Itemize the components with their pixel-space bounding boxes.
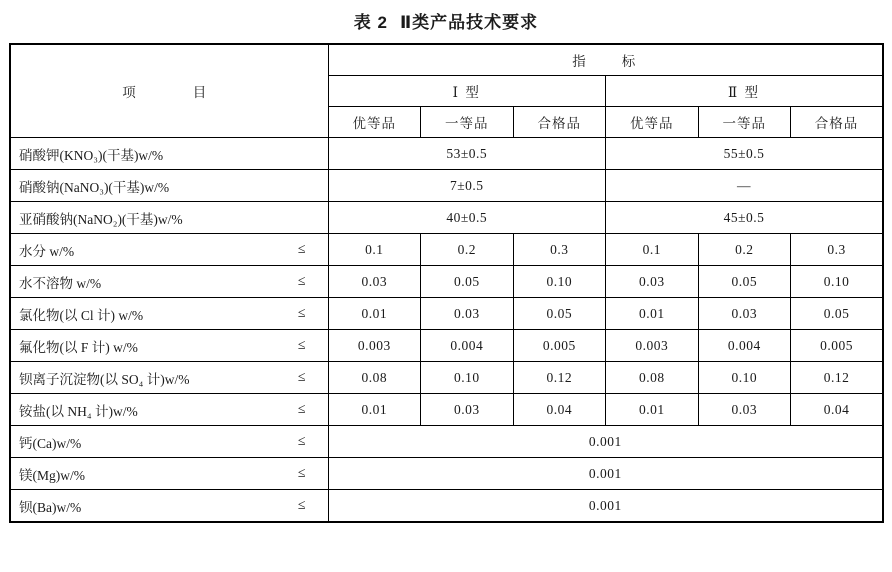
table-row	[10, 330, 883, 362]
row-value: 0.2	[421, 234, 514, 266]
item-text: 氟化物(以 F 计) w/%	[19, 339, 138, 355]
item-text: 水不溶物 w/%	[19, 275, 102, 291]
item-text: 硝酸钾(KNO₃)(干基)w/%	[19, 147, 164, 163]
table-row	[10, 266, 883, 298]
item-operator: ≤	[297, 337, 306, 353]
row-value: 0.3	[513, 234, 606, 266]
row-value: 0.001	[328, 426, 883, 458]
row-value: 40±0.5	[328, 202, 606, 234]
row-value: 0.03	[421, 298, 514, 330]
table-row	[10, 170, 883, 202]
item-text: 水分 w/%	[19, 243, 75, 259]
row-item-name	[10, 362, 328, 394]
row-item-name	[10, 234, 328, 266]
row-item-name	[10, 426, 328, 458]
item-text: 钡(Ba)w/%	[19, 499, 82, 515]
item-operator: ≤	[297, 497, 306, 513]
row-value: 0.1	[328, 234, 421, 266]
row-item-name	[10, 298, 328, 330]
row-item-name	[10, 394, 328, 426]
table-row	[10, 202, 883, 234]
row-item-name	[10, 458, 328, 490]
row-item-name	[10, 202, 328, 234]
table-caption	[0, 0, 892, 43]
table-row	[10, 298, 883, 330]
item-text: 亚硝酸钠(NaNO₂)(干基)w/%	[19, 211, 183, 227]
row-value: 0.03	[698, 394, 791, 426]
row-value: 0.05	[791, 298, 884, 330]
row-value: 0.1	[606, 234, 699, 266]
row-value: 0.005	[513, 330, 606, 362]
row-value: 0.08	[606, 362, 699, 394]
header-grade-5: 一等品	[698, 107, 791, 138]
item-text: 钡离子沉淀物(以 SO₄ 计)w/%	[19, 371, 190, 387]
row-value: 0.2	[698, 234, 791, 266]
table-caption-title: Ⅱ类产品技术要求	[399, 13, 539, 32]
row-item-name	[10, 266, 328, 298]
header-grade-1: 优等品	[328, 107, 421, 138]
item-text: 铵盐(以 NH₄ 计)w/%	[19, 403, 138, 419]
row-item-name	[10, 138, 328, 170]
row-value: 0.12	[791, 362, 884, 394]
row-value: 0.04	[791, 394, 884, 426]
row-value: 0.001	[328, 490, 883, 523]
row-value: 0.3	[791, 234, 884, 266]
row-value: 7±0.5	[328, 170, 606, 202]
row-value: 0.01	[328, 298, 421, 330]
row-value: 53±0.5	[328, 138, 606, 170]
item-operator: ≤	[297, 401, 306, 417]
row-item-name	[10, 490, 328, 523]
header-item-label: 项 目	[10, 44, 328, 138]
row-value: 0.003	[328, 330, 421, 362]
table-row	[10, 490, 883, 523]
row-item-name	[10, 330, 328, 362]
row-value: 0.10	[513, 266, 606, 298]
row-value: 0.03	[421, 394, 514, 426]
row-value: 0.10	[698, 362, 791, 394]
table-row	[10, 394, 883, 426]
header-type-2: Ⅱ 型	[606, 76, 884, 107]
row-value: 0.005	[791, 330, 884, 362]
row-value: 0.03	[698, 298, 791, 330]
item-text: 镁(Mg)w/%	[19, 467, 85, 483]
specification-table	[9, 43, 884, 523]
row-value: 0.004	[421, 330, 514, 362]
header-grade-2: 一等品	[421, 107, 514, 138]
row-value: 55±0.5	[606, 138, 884, 170]
header-grade-4: 优等品	[606, 107, 699, 138]
row-value: 0.04	[513, 394, 606, 426]
item-text: 硝酸钠(NaNO₃)(干基)w/%	[19, 179, 170, 195]
row-item-name	[10, 170, 328, 202]
row-value: 0.12	[513, 362, 606, 394]
table-row	[10, 234, 883, 266]
row-value: 0.08	[328, 362, 421, 394]
row-value: 0.003	[606, 330, 699, 362]
item-operator: ≤	[297, 369, 306, 385]
table-caption-number: 表 2	[353, 13, 388, 32]
header-grade-6: 合格品	[791, 107, 884, 138]
row-value: 0.01	[606, 298, 699, 330]
row-value: 0.001	[328, 458, 883, 490]
table-row	[10, 458, 883, 490]
item-text: 钙(Ca)w/%	[19, 435, 82, 451]
header-grade-3: 合格品	[513, 107, 606, 138]
row-value: 0.05	[698, 266, 791, 298]
item-operator: ≤	[297, 241, 306, 257]
table-header-row-index	[10, 44, 883, 76]
item-text: 氯化物(以 Cl 计) w/%	[19, 307, 144, 323]
table-row	[10, 362, 883, 394]
row-value: 0.03	[606, 266, 699, 298]
header-index-label: 指 标	[328, 44, 883, 76]
row-value: 0.03	[328, 266, 421, 298]
table-row	[10, 138, 883, 170]
row-value: 0.004	[698, 330, 791, 362]
row-value: 0.01	[328, 394, 421, 426]
item-operator: ≤	[297, 465, 306, 481]
row-value: 0.05	[421, 266, 514, 298]
item-operator: ≤	[297, 273, 306, 289]
row-value: 0.10	[421, 362, 514, 394]
row-value: 45±0.5	[606, 202, 884, 234]
table-row	[10, 426, 883, 458]
header-type-1: Ⅰ 型	[328, 76, 606, 107]
row-value: —	[606, 170, 884, 202]
row-value: 0.10	[791, 266, 884, 298]
item-operator: ≤	[297, 305, 306, 321]
item-operator: ≤	[297, 433, 306, 449]
row-value: 0.01	[606, 394, 699, 426]
row-value: 0.05	[513, 298, 606, 330]
